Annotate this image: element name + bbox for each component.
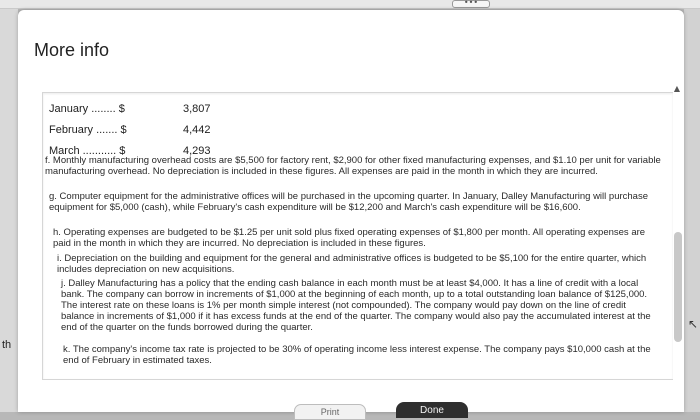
schedule-amount: 4,442 [183,124,211,136]
mouse-cursor-icon: ↖ [687,317,698,331]
note-f: f. Monthly manufacturing overhead costs are $5,500 for factory rent, $2,900 for other fixed manufacturing expenses, and $1.10 per unit for variable manufacturing overhead. No depreciation is included in these figures. All expenses are paid in the month in which they are incurred. [45,155,661,177]
schedule-label: March ........... $ [49,145,126,157]
note-k: k. The company's income tax rate is projected to be 30% of operating income less interest expense. The company pays $10,000 cash at the end of February in estimated taxes. [63,344,651,366]
schedule-row-february [49,124,211,136]
schedule-label: February ....... $ [49,124,127,136]
background-partial-text: th [2,339,12,351]
scroll-up-arrow-icon[interactable]: ▲ [673,84,680,93]
done-button[interactable]: Done [396,402,468,418]
schedule-row-january [49,103,211,115]
grip-dots-icon[interactable]: ••• [452,0,490,8]
schedule-label: January ........ $ [49,103,125,115]
right-edge-strip [684,9,700,412]
dialog-title: More info [34,40,110,60]
schedule-amount: 3,807 [183,103,211,115]
note-g: g. Computer equipment for the administrative offices will be purchased in the upcoming quarter. In January, Dalley Manufacturing will purchase equipment for $5,000 (cash), while February's cash expenditure will be $12,200 and March's cash expenditure will be $16,600. [49,191,648,213]
more-info-dialog [18,10,684,417]
note-h: h. Operating expenses are budgeted to be $1.25 per unit sold plus fixed operating expenses of $1,800 per month. All operating expenses are paid in the month in which they are incurred. No depreciation is included in these figures. [53,227,646,249]
schedule-amount: 4,293 [183,145,211,157]
browser-top-bar [0,0,700,9]
background-page-strip [0,9,18,412]
info-content-panel [42,92,673,380]
scrollbar-thumb[interactable] [674,232,682,342]
note-i: i. Depreciation on the building and equipment for the general and administrative offices is budgeted to be $5,100 for the entire quarter, which includes depreciation on new acquisitions. [57,253,647,275]
print-button[interactable]: Print [294,404,366,420]
note-j: j. Dalley Manufacturing has a policy that the ending cash balance in each month must be at least $4,000. It has a line of credit with a local bank. The company can borrow in increments of $1,000 at the beginning of each month, up to a total outstanding loan balance of $125,000. The interest rate on these loans is 1% per month simple interest (not compounded). The company would pay down on the line of credit balance in increments of $1,000 if it has excess funds at the end of the quarter. The company would also pay the accumulated interest at the end of the quarter on the funds borrowed during the quarter. [61,278,651,333]
